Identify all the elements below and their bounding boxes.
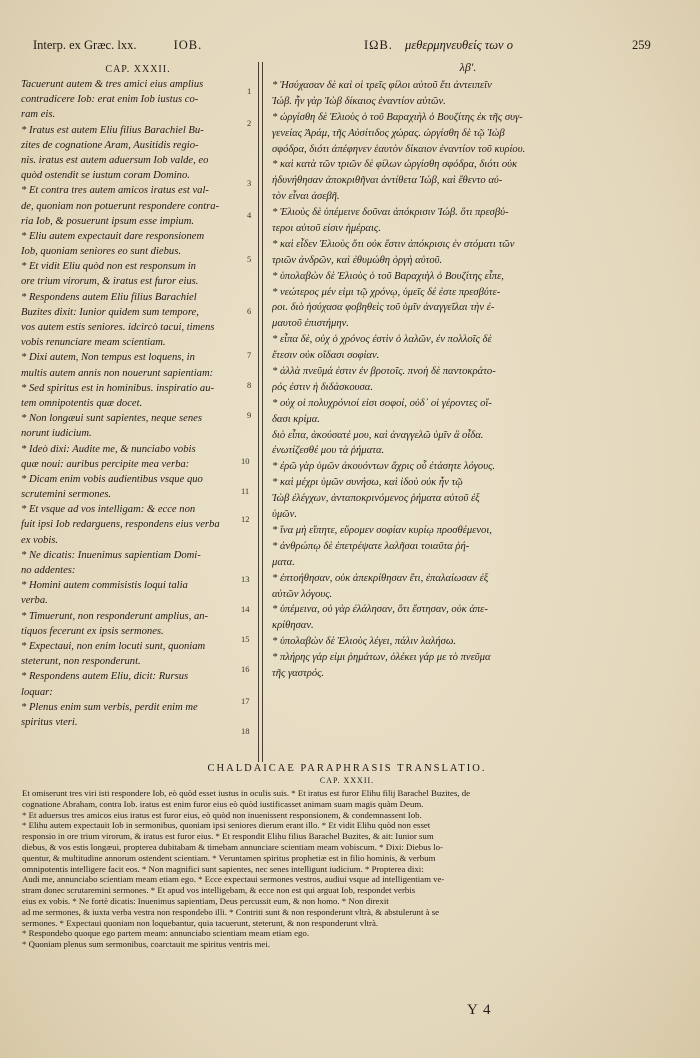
chaldaic-line: * Elihu autem expectauit Iob in sermonibus, quoniam ipsi seniores dierum erant illo. * Et vidit Elihu quòd non esset [22,820,431,831]
latin-line: * Respondens autem Eliu filius Barachiel [21,291,197,303]
latin-line: scrutemini sermones. [21,489,112,501]
greek-line: τριῶν ἀνδρῶν, καὶ ἐθυμώθη ὀργὴ αὐτοῦ. [272,254,443,266]
latin-line: zites de cognatione Aram, Ausitidis regio- [21,139,199,151]
latin-line: ram eis. [21,109,56,121]
greek-line: * καὶ μέχρι ὑμῶν συνήσω, καὶ ἰδοὺ οὐκ ἦν τῷ [272,477,463,489]
latin-line: * Homini autem commisistis loqui talia [21,580,188,592]
latin-line: norunt iudicium. [21,428,92,440]
latin-line: nis. iratus est autem aduersum Iob valde, eo [21,154,209,166]
latin-line: vos autem estis seniores. idcircò tacui, timens [21,322,215,333]
greek-line: Ἰὼβ ἐλέγχων, ἀνταποκρινόμενος ῥήματα αὐτοῦ ἐξ [272,493,480,505]
latin-line: quòd ostendit se iustum coram Domino. [21,170,190,182]
latin-text [21,77,255,730]
greek-line: ἐνωτίζεσθέ μου τὰ ῥήματα. [272,445,385,457]
greek-line: * ἐπτοήθησαν, οὐκ ἀπεκρίθησαν ἔτι, ἐπαλαίωσαν ἐξ [272,572,489,584]
signature-mark: Y 4 [467,1002,492,1018]
latin-line: tiquos fecerunt ex ipsis sermones. [21,625,164,637]
greek-line: διὸ εἶπα, ἀκούσατέ μου, καὶ ἀναγγελῶ ὑμῖν ἃ οἶδα. [272,429,484,441]
greek-line: * Ἡσύχασαν δὲ καὶ οἱ τρεῖς φίλοι αὐτοῦ ἔτι ἀντειπεῖν [272,80,492,91]
chaldaic-line: ad me sermones, & iuxta verba vestra non respondebo illi. * Contriti sunt & non responderunt vltrà, & abstulerunt à se [22,906,440,917]
latin-line: * Et vsque ad vos intelligam: & ecce non [21,504,196,516]
greek-line: * οὐχ οἱ πολυχρόνιοί εἰσι σοφοί, οὐδ᾽ οἱ γέροντες οἴ- [272,397,492,409]
latin-line: contradicere Iob: erat enim Iob iustus co- [21,94,199,106]
verse-number: 11 [241,486,250,496]
latin-line: ex vobis. [21,534,59,546]
chaldaic-line: sermones. * Expectaui quoniam non loquebantur, quia tacuerunt, steterunt, & non responderunt vltrà. [22,917,379,928]
verse-number: 9 [247,410,252,420]
greek-line: * εἶπα δὲ, οὐχ ὁ χρόνος ἐστὶν ὁ λαλῶν, ἐν πολλοῖς δὲ [272,334,492,346]
latin-line: Iob, quoniam seniores eo sunt diebus. [21,246,181,258]
chaldaic-line: quentur, & multitudine annorum ostendent scientiam. * Veruntamen spiritus prophetiæ est in filio hominis, & verbum [22,852,436,863]
verse-number: 2 [247,118,252,128]
greek-line: * ἀλλὰ πνεῦμά ἐστιν ἐν βροτοῖς. πνοὴ δὲ παντοκράτο- [272,366,496,378]
greek-line: * ὠργίσθη δὲ Ἐλιοὺς ὁ τοῦ Βαραχιὴλ ὁ Βουζίτης ἐκ τῆς συγ- [272,111,523,123]
latin-line: * Eliu autem expectauit dare responsionem [21,230,205,242]
verse-number: 1 [247,86,252,96]
verse-number: 7 [247,350,252,360]
chaldaic-line: stram donec scrutaremini sermones. * Et apud vos intelligebam, & ecce non est qui arguat Iob, respondet verbis [22,885,416,896]
chaldaic-chapter-heading: CAP. XXXII. [319,776,375,785]
running-head-greek-book: IΩB. [364,38,393,52]
latin-line: Buzites dixit: Iunior quidem sum tempore, [21,306,199,318]
chaldaic-line: omnipotentis intelligere facit eos. * Non magnifici sunt sapientes, nec senes intelligunt iudicium. * Propterea dixi: [22,863,424,874]
running-head-left [33,38,202,53]
latin-chapter-heading: CAP. XXXII. [105,64,171,75]
latin-column [21,62,255,730]
greek-line: * ἵνα μὴ εἴπητε, εὕρομεν σοφίαν κυρίῳ προσθέμενοι, [272,524,492,536]
verse-number: 6 [247,306,252,316]
chaldaic-line: eius ex vobis. * Ne fortè dicatis: Inuenimus sapientiam, Deus percussit eum, & non homo. * Non direxit [22,895,389,906]
chaldaic-line: Et omiserunt tres viri isti respondere Iob, eò quòd esset iustus in oculis suis. * Et iratus est furor Elihu filij Barachel Buzites, de [22,788,471,798]
greek-chapter-heading: λβ'. [459,60,477,74]
chaldaic-line: Audi me, annunciabo scientiam meam etiam ego. * Ecce expectaui sermones vestros, audiui vsque ad intelligentiam ve- [22,874,445,885]
latin-line: no addentes: [21,565,76,576]
verse-number: 17 [241,696,250,706]
latin-line: * Respondens autem Eliu, dicit: Rursus [21,671,189,683]
greek-line: τὸν εἶναι ἀσεβῆ. [272,191,340,203]
latin-line: * Plenus enim sum verbis, perdit enim me [21,701,198,713]
greek-line: * ὑπολαβὼν δὲ Ἐλιοὺς λέγει, πάλιν λαλήσω. [272,636,457,648]
running-head-book: IOB. [173,38,203,52]
greek-line: ροι. διὸ ἡσύχασα φοβηθεὶς τοῦ ὑμῖν ἀναγγεῖλαι τὴν ἐ- [272,302,495,314]
latin-line: loquar: [21,686,53,698]
greek-line: δασι κρίμα. [272,413,320,425]
greek-line: * πλήρης γάρ εἰμι ῥημάτων, ὀλέκει γάρ με τὸ πνεῦμα [272,652,491,664]
chaldaic-line: cognatione Abraham, contra Iob. iratus est enim furor eius eò quòd iustificasset animam suam magis quàm Deum. [22,798,424,809]
latin-line: fuit ipsi Iob redarguens, respondens eius verba [21,519,220,531]
verse-number: 14 [241,604,250,614]
greek-line: ματα. [272,556,295,568]
greek-column [272,60,664,682]
verse-number: 4 [247,210,252,220]
chaldaic-line: responsio in ore trium virorum, & iratus est furor eius. * Et respondit Elihu filius Barachel Buzites, & ait: Iunior sum [22,831,434,842]
latin-line: * Non longæui sunt sapientes, neque senes [21,413,202,425]
latin-line: multis autem annis non nouerunt sapientiam: [21,367,214,379]
running-head-right [364,38,513,53]
greek-line: αὐτῶν λόγους. [272,588,333,600]
greek-line: * ὑπέμεινα, οὐ γὰρ ἐλάλησαν, ὅτι ἔστησαν, οὐκ ἀπε- [272,604,488,616]
greek-line: * νεώτερος μέν εἰμι τῷ χρόνῳ, ὑμεῖς δέ ἐστε πρεσβύτε- [272,286,501,298]
verse-number: 16 [241,664,250,674]
chaldaic-line: diebus, & vos estis longæui, propterea dubitabam & timebam annunciare scientiam meam vobiscum. * Dixi: Diebus lo- [22,841,443,852]
running-head-greek-title: μεθερμηνευθείς των ο [405,38,513,52]
greek-line: * καὶ εἶδεν Ἐλιοὺς ὅτι οὐκ ἔστιν ἀπόκρισις ἐν στόματι τῶν [272,238,515,250]
greek-line: τῆς γαστρός. [272,667,325,679]
latin-line: verba. [21,595,48,607]
latin-line: * Dixi autem, Non tempus est loquens, in [21,352,195,364]
greek-text [272,78,664,682]
page-number: 259 [632,38,651,52]
column-rule-right [262,62,263,762]
latin-line: * Dicam enim vobis audientibus vsque quo [21,473,203,485]
latin-line: * Ideò dixi: Audite me, & nunciabo vobis [21,443,196,455]
latin-line: Tacuerunt autem & tres amici eius amplius [21,79,204,90]
greek-line: ὑμῶν. [272,509,298,521]
latin-line: ria Iob, & posuerunt ipsum esse impium. [21,215,195,227]
greek-line: ρός ἐστιν ἡ διδάσκουσα. [272,381,373,393]
greek-line: κρίθησαν. [272,620,314,632]
greek-line: μαυτοῦ ἐπιστήμην. [272,318,349,330]
verse-number: 5 [247,254,252,264]
verse-number: 15 [241,634,250,644]
verse-number: 18 [241,726,250,736]
latin-line: * Et contra tres autem amicos iratus est val- [21,185,209,197]
chaldaic-line: * Quoniam plenus sum sermonibus, coarctauit me spiritus ventris mei. [22,939,270,950]
latin-line: * Iratus est autem Eliu filius Barachiel Bu- [21,124,204,136]
latin-line: ore trium virorum, & iratus est furor eius. [21,276,199,288]
greek-line: * Ἐλιοὺς δὲ ὑπέμεινε δοῦναι ἀπόκρισιν Ἰώβ. ὅτι πρεσβύ- [272,207,509,219]
greek-line: * ὑπολαβὼν δὲ Ἐλιοὺς ὁ τοῦ Βαραχιὴλ ὁ Βουζίτης εἶπε, [272,270,504,282]
latin-line: spiritus vteri. [21,716,78,728]
latin-line: de, quoniam non potuerunt respondere contra- [21,200,220,212]
latin-line: * Expectaui, non enim locuti sunt, quoniam [21,640,206,652]
chaldaic-line: * Et aduersus tres amicos eius iratus est furor eius, eò quòd non inuenissent responsionem, & condemnassent Iob. [22,809,422,820]
verse-number: 10 [241,456,250,466]
chaldaic-text [22,788,672,950]
column-rule-left [258,62,259,762]
greek-line: Ἰώβ. ἦν γὰρ Ἰὼβ δίκαιος ἐναντίον αὐτῶν. [272,95,446,107]
greek-line: * καὶ κατὰ τῶν τριῶν δὲ φίλων ὠργίσθη σφόδρα, διότι οὐκ [272,159,518,171]
greek-line: * ἀνθρώπῳ δὲ ἐπετρέψατε λαλῆσαι τοιαῦτα ῥή- [272,540,470,552]
latin-line: vobis renunciare meam scientiam. [21,337,166,349]
greek-line: ἔτεσιν οὐκ οἴδασι σοφίαν. [272,350,380,362]
verse-number: 12 [241,514,250,524]
greek-line: * ἐρῶ γὰρ ὑμῶν ἀκουόντων ἄχρις οὗ ἐτάσητε λόγους. [272,461,496,473]
latin-line: tem omnipotentis quæ docet. [21,397,143,409]
latin-line: steterunt, non responderunt. [21,656,141,668]
latin-line: * Ne dicatis: Inuenimus sapientiam Domi- [21,549,201,561]
latin-line: * Et vidit Eliu quòd non est responsum in [21,261,196,273]
greek-line: σφόδρα, διότι ἀπέφηνεν ἑαυτὸν δίκαιον ἐναντίον τοῦ κυρίου. [272,143,526,155]
latin-line: * Sed spiritus est in hominibus. inspiratio au- [21,382,215,394]
verse-number: 13 [241,574,250,584]
latin-line: * Timuerunt, non responderunt amplius, an- [21,610,209,622]
verse-number: 3 [247,178,252,188]
chaldaic-line: * Respondebo quoque ego partem meam: annunciabo scientiam meam etiam ego. [22,928,310,939]
greek-line: γενείας Ἀράμ, τῆς Αὐσίτιδος χώρας. ὠργίσθη δὲ τῷ Ἰὼβ [272,127,505,139]
verse-number: 8 [247,380,252,390]
greek-line: ἠδυνήθησαν ἀποκριθῆναι ἀντίθετα Ἰώβ, καὶ ἔθεντο αὐ- [272,175,503,187]
latin-line: quæ noui: auribus percipite mea verba: [21,458,190,470]
chaldaic-title: CHALDAICAE PARAPHRASIS TRANSLATIO. [207,763,487,774]
chaldaic-section [22,763,672,950]
running-head-title: Interp. ex Græc. lxx. [33,38,137,52]
greek-line: τεροι αὐτοῦ εἰσιν ἡμέραις. [272,223,381,235]
